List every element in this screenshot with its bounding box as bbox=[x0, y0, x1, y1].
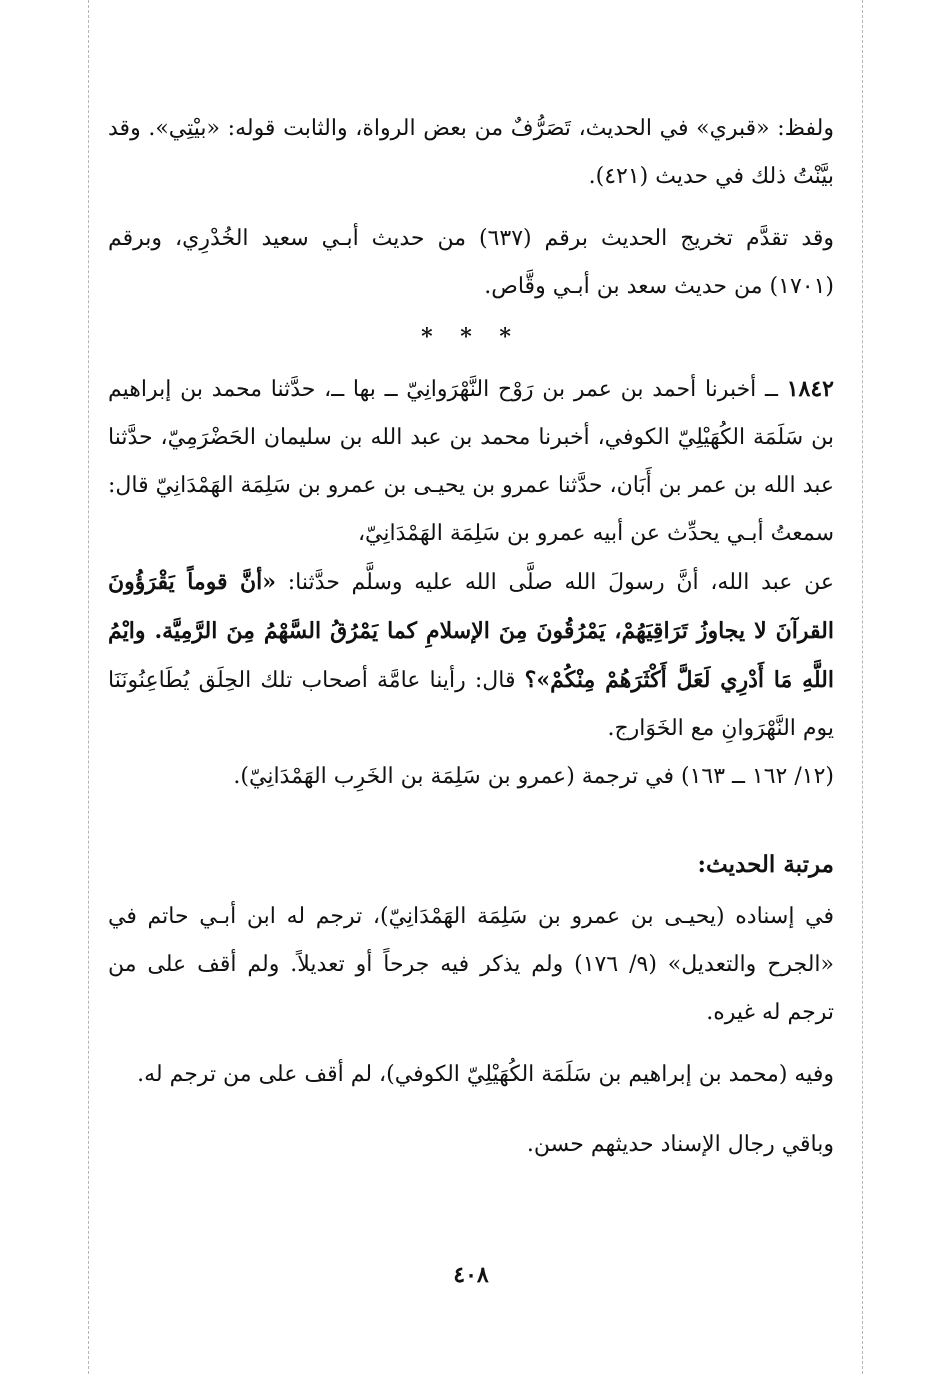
page-body bbox=[108, 105, 834, 1169]
isnad-text: ــ أخبرنا أحمد بن عمر بن رَوْح النَّهْرَوانِيّ ــ بها ــ، حدَّثنا محمد بن إبراهيم بن سَلَمَة الكُهَيْلِيّ الكوفي، أخبرنا محمد بن عبد الله بن سليمان الحَضْرَمِيّ، حدَّثنا عبد الله بن عمر بن أَبَان، حدَّثنا عمرو بن يحيـى بن عمرو بن سَلِمَة الهَمْدَانِيّ قال: سمعتُ أبـي يحدِّث عن أبيه عمرو بن سَلِمَة الهَمْدَانِيّ، bbox=[108, 377, 834, 546]
grading-paragraph-2: وفيه (محمد بن إبراهيم بن سَلَمَة الكُهَيْلِيّ الكوفي)، لم أقف على من ترجم له. bbox=[137, 1062, 834, 1087]
matn-prophetic-text: «أنَّ قوماً يَقْرَؤُونَ القرآنَ لا يجاوزُ تَرَاقِيَهُمْ، يَمْرُقُونَ مِنَ الإسلامِ كما يَمْرُقُ السَّهْمُ مِنَ الرَّمِيَّة. وايْمُ اللَّهِ مَا أَدْرِي لَعَلَّ أَكْثَرَهُمْ مِنْكُمْ»؟ bbox=[108, 569, 834, 693]
hadith-isnad bbox=[108, 365, 834, 558]
margin-guide-line bbox=[862, 0, 863, 1374]
matn-intro: عن عبد الله، أنَّ رسولَ الله صلَّى الله عليه وسلَّم حدَّثنا: bbox=[287, 570, 834, 595]
matn-ending: قال: رأينا عامَّة أصحاب تلك الحِلَق يُطَاعِنُونَنَا يوم النَّهْرَوانِ مع الخَوَارج. bbox=[108, 668, 834, 741]
section-separator: * * * bbox=[421, 324, 521, 350]
page-number: ٤٠٨ bbox=[453, 1262, 489, 1288]
grading-paragraph-3: وباقي رجال الإسناد حديثهم حسن. bbox=[526, 1132, 834, 1157]
source-reference: (١٢/ ١٦٢ ــ ١٦٣) في ترجمة (عمرو بن سَلِمَة بن الخَرِب الهَمْدَانِيّ). bbox=[233, 764, 834, 789]
hadith-matn bbox=[108, 558, 834, 753]
margin-guide-line bbox=[88, 0, 89, 1374]
grading-heading: مرتبة الحديث: bbox=[697, 851, 834, 878]
hadith-number: ١٨٤٢ bbox=[786, 376, 834, 402]
paragraph-wording-note: ولفظ: «قبري» في الحديث، تَصَرُّفٌ من بعض الرواة، والثابت قوله: «بيْتِي». وقد بيَّنْتُ ذلك في حديث (٤٢١). bbox=[108, 116, 834, 189]
paragraph-previous-takhrij: وقد تقدَّم تخريج الحديث برقم (٦٣٧) من حديث أبـي سعيد الخُدْرِي، وبرقم (١٧٠١) من حديث سعد بن أبـي وقَّاص. bbox=[108, 226, 835, 299]
grading-paragraph-1: في إسناده (يحيـى بن عمرو بن سَلِمَة الهَمْدَانِيّ)، ترجم له ابن أبـي حاتم في «الجرح والتعديل» (٩/ ١٧٦) ولم يذكر فيه جرحاً أو تعديلاً. ولم أقف على من ترجم له غيره. bbox=[108, 904, 835, 1025]
